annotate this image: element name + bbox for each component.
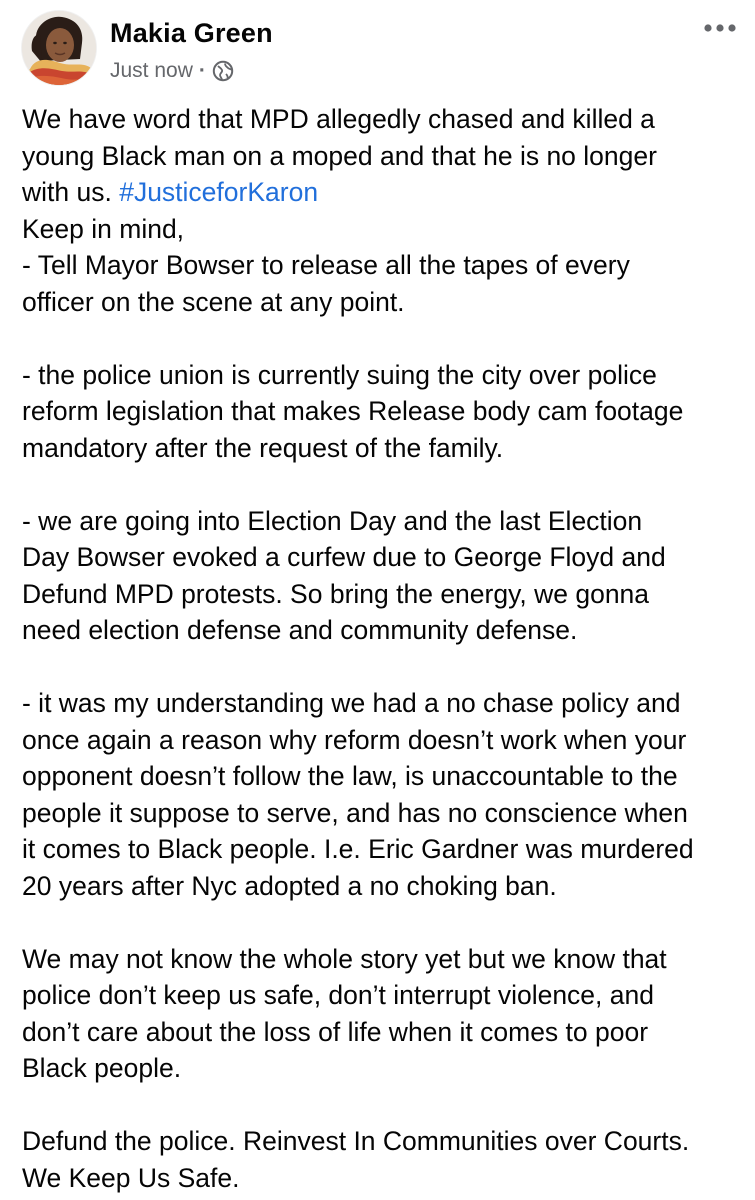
more-options-button[interactable] [703,14,737,42]
globe-icon[interactable] [212,60,234,82]
hashtag-link[interactable]: #JusticeforKaron [119,177,319,207]
post-text-line: Keep in mind, [22,213,185,244]
paragraph-gap [22,1087,742,1124]
post-text-line: officer on the scene at any point. [22,286,405,317]
timestamp[interactable]: Just now [110,59,193,82]
post-text-line: need election defense and community defense. [22,615,578,645]
post-text-line: 20 years after Nyc adopted a no choking ban. [22,870,557,901]
post-text-line: Black people. [22,1053,182,1083]
post-text-line: We Keep Us Safe. [22,1162,240,1193]
post-text-line: young Black man on a moped and that he is no longer [22,140,657,171]
post-text-line: once again a reason why reform doesn’t work when your [22,724,687,755]
post-body [22,101,742,1196]
post-text-line: it comes to Black people. I.e. Eric Gardner was murdered [22,834,694,864]
post-text-line: We have word that MPD allegedly chased and killed a [22,104,655,134]
post-text-line: We may not know the whole story yet but we know that [22,943,667,974]
post-meta [110,57,234,85]
paragraph-gap [22,904,742,941]
post-text-line: police don’t keep us safe, don’t interrupt violence, and [22,980,654,1010]
post-text-line: - the police union is currently suing the city over police [22,359,657,390]
avatar[interactable] [22,11,96,85]
paragraph-gap [22,649,742,686]
avatar-image [22,11,96,85]
author-name[interactable]: Makia Green [110,18,273,48]
post-header [0,0,755,96]
post-text-line: Defund MPD protests. So bring the energy, we gonna [22,578,650,609]
post-text-line: opponent doesn’t follow the law, is unaccountable to the [22,761,678,791]
post-text-line: mandatory after the request of the family. [22,432,504,463]
post-text-segment: with us. [22,177,120,207]
post-text-line: - we are going into Election Day and the last Election [22,505,643,536]
post-text-line: people it suppose to serve, and has no conscience when [22,797,688,828]
post-text-line [22,174,742,211]
post-text-line: - Tell Mayor Bowser to release all the tapes of every [22,250,630,280]
paragraph-gap [22,320,742,357]
post-text-line: - it was my understanding we had a no chase policy and [22,688,681,718]
post-text-line: Day Bowser evoked a curfew due to George Floyd and [22,542,666,572]
post-text-line: don’t care about the loss of life when it comes to poor [22,1016,649,1047]
post-text-line: Defund the police. Reinvest In Communities over Courts. [22,1126,690,1156]
post-text-line: reform legislation that makes Release body cam footage [22,396,684,426]
paragraph-gap [22,466,742,503]
more-options-icon [703,23,737,33]
meta-separator: · [198,59,206,82]
